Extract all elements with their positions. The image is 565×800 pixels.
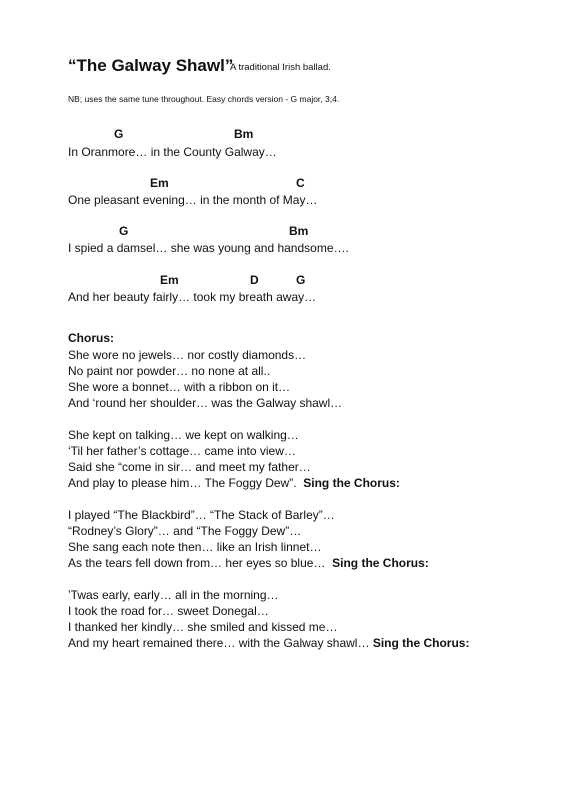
lyric-line: As the tears fell down from… her eyes so blue… Sing the Chorus:	[68, 556, 429, 570]
lyric-line: I spied a damsel… she was young and handsome….	[68, 241, 349, 255]
lyric-line: And her beauty fairly… took my breath away…	[68, 290, 317, 304]
song-title: “The Galway Shawl”	[68, 56, 234, 75]
lyric-line: No paint nor powder… no none at all..	[68, 364, 271, 378]
chord: D	[250, 273, 259, 287]
lyric-line: I played “The Blackbird”… “The Stack of Barley”…	[68, 508, 335, 522]
song-subtitle: A traditional Irish ballad.	[230, 62, 331, 73]
chord: Bm	[289, 224, 309, 238]
sing-chorus-cue: Sing the Chorus:	[372, 636, 470, 650]
sing-chorus-cue: Sing the Chorus:	[303, 476, 400, 490]
chord: G	[119, 224, 129, 238]
lyric-line: “Rodney’s Glory”… and “The Foggy Dew”…	[68, 524, 302, 538]
sing-chorus-cue: Sing the Chorus:	[332, 556, 429, 570]
lyric-line: She wore no jewels… nor costly diamonds…	[68, 348, 307, 362]
lyric-line: I took the road for… sweet Donegal…	[68, 604, 269, 618]
lyric-line: She kept on talking… we kept on walking…	[68, 428, 299, 442]
lyric-line: ‘Til her father’s cottage… came into view…	[68, 444, 296, 458]
chord: Em	[160, 273, 179, 287]
chorus-heading: Chorus:	[68, 331, 114, 345]
lyric-line: In Oranmore… in the County Galway…	[68, 145, 277, 159]
lyric-line: ’Twas early, early… all in the morning…	[68, 588, 279, 602]
lyric-line: Said she “come in sir… and meet my father…	[68, 460, 311, 474]
chord: G	[114, 127, 124, 141]
lyric-line: One pleasant evening… in the month of May…	[68, 193, 318, 207]
lyric-line: She wore a bonnet… with a ribbon on it…	[68, 380, 291, 394]
chord: Bm	[234, 127, 254, 141]
chord: G	[296, 273, 306, 287]
lyric-line: And play to please him… The Foggy Dew”. Sing the Chorus:	[68, 476, 400, 490]
chord: Em	[150, 176, 169, 190]
tune-note: NB; uses the same tune throughout. Easy chords version - G major, 3;4.	[68, 94, 340, 104]
lyric-line: I thanked her kindly… she smiled and kissed me…	[68, 620, 338, 634]
lyric-line: And ‘round her shoulder… was the Galway shawl…	[68, 396, 343, 410]
lyric-line: And my heart remained there… with the Galway shawl… Sing the Chorus:	[68, 636, 470, 650]
chord: C	[296, 176, 305, 190]
lyric-line: She sang each note then… like an Irish linnet…	[68, 540, 322, 554]
